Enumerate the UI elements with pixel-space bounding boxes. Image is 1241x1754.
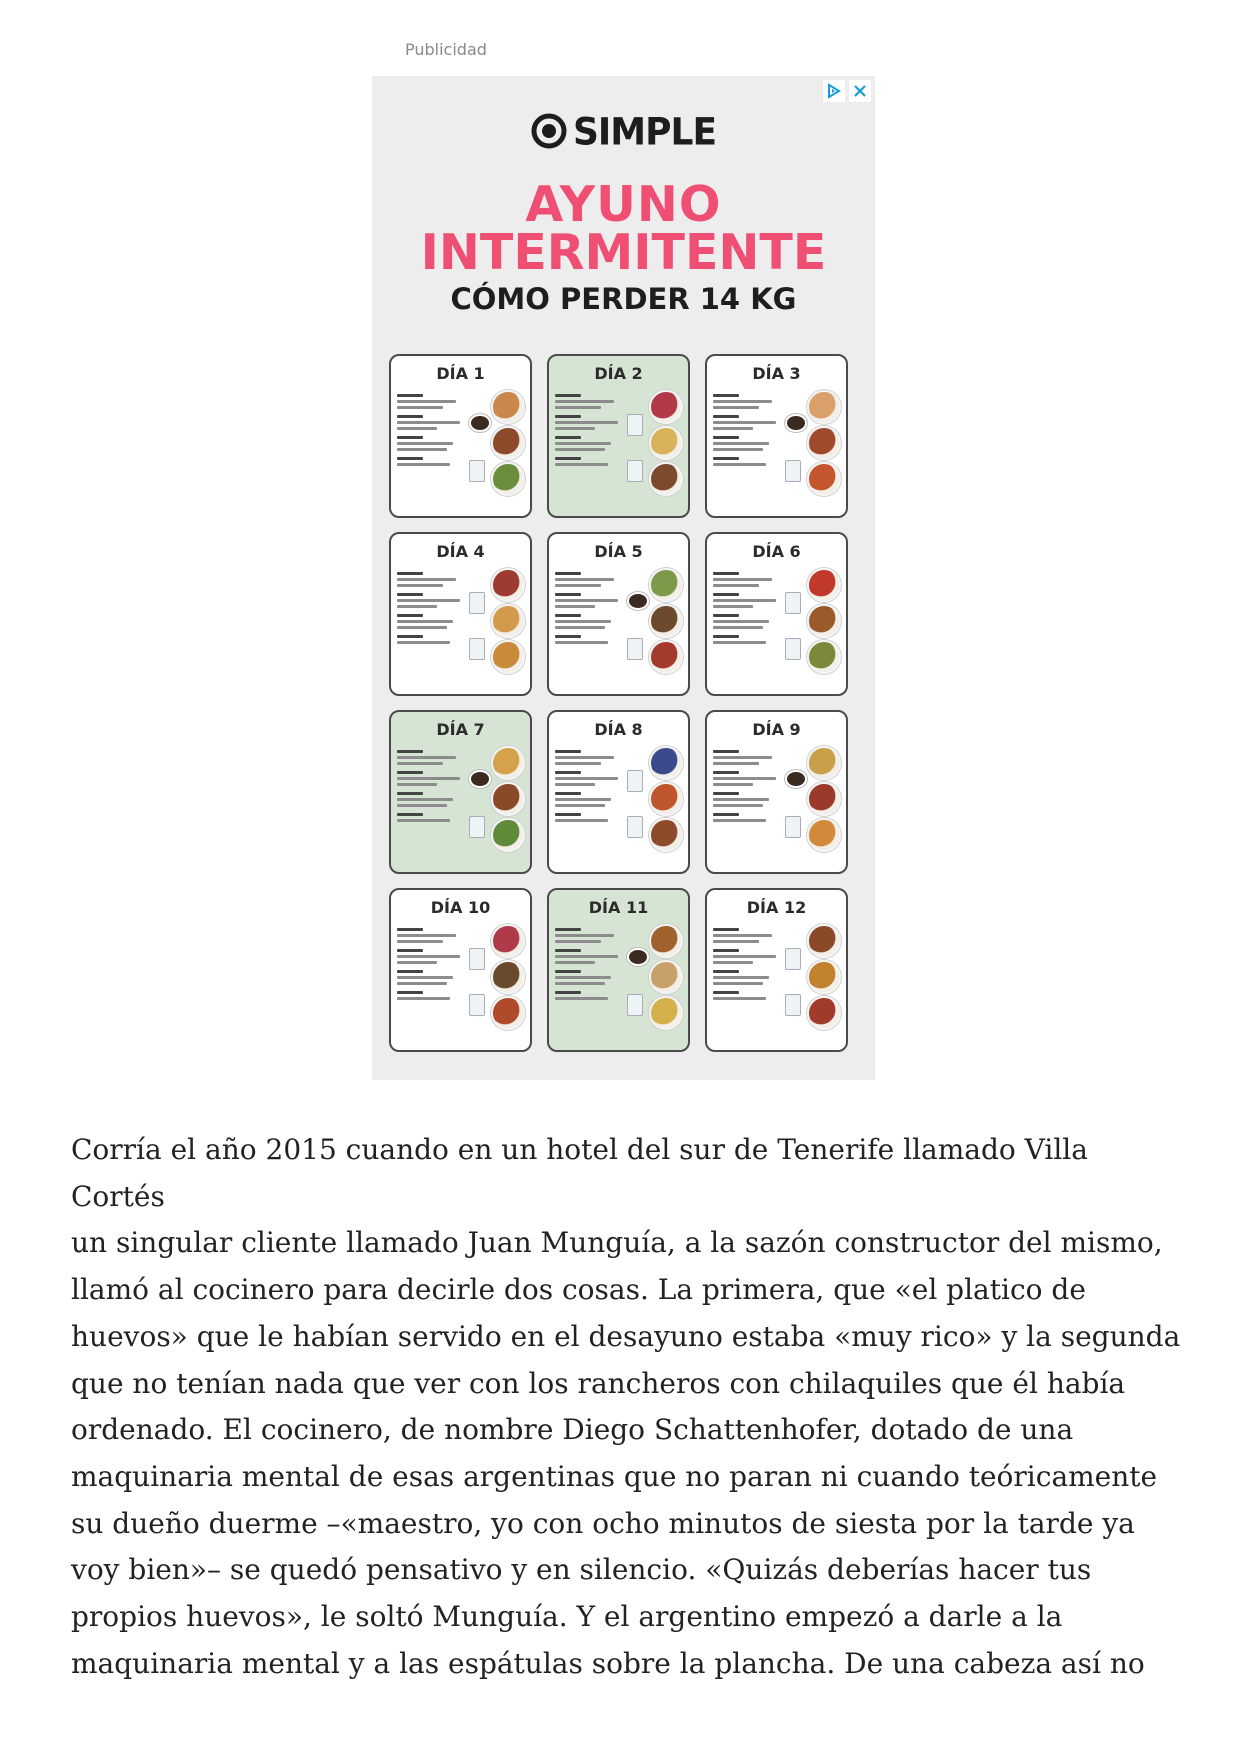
day-card-title: DÍA 3 [752,364,801,383]
meal-text-block [555,750,621,825]
day-card-title: DÍA 2 [594,364,643,383]
day-card [547,532,690,696]
day-card [705,710,848,874]
day-card-title: DÍA 10 [430,898,491,917]
brand-name: SIMPLE [572,110,717,155]
day-card [389,532,532,696]
water-glass-icon [469,592,485,614]
food-plate-icon [491,782,525,816]
food-plate-icon [491,640,525,674]
water-glass-icon [627,770,643,792]
day-card [705,532,848,696]
article-paragraph: Corría el año 2015 cuando en un hotel del sur de Tenerife llamado Villa Cortés un singular cliente llamado Juan Munguía, a la sazón constructor del mismo, llamó al cocinero para decirle dos cosas. La primera, que «el platico de huevos» que le habían servido en el desayuno estaba «muy rico» y la segunda que no tenían nada que ver con los rancheros con chilaquiles que él había ordenado. El cocinero, de nombre Diego Schattenhofer, dotado de una maquinaria mental de esas argentinas que no paran ni cuando teóricamente su dueño duerme –«maestro, yo con ocho minutos de siesta por la tarde ya voy bien»– se quedó pensativo y en silencio. «Quizás deberías hacer tus propios huevos», le soltó Munguía. Y el argentino empezó a darle a la maquinaria mental y a las espátulas sobre la plancha. De una cabeza así no [71,1133,1181,1680]
water-glass-icon [785,994,801,1016]
food-plate-icon [807,568,841,602]
day-card-title: DÍA 12 [746,898,807,917]
food-plate-icon [807,960,841,994]
coffee-cup-icon [627,948,649,966]
food-plate-icon [649,960,683,994]
water-glass-icon [627,816,643,838]
food-plate-icon [491,960,525,994]
food-plate-icon [807,924,841,958]
food-plate-icon [807,390,841,424]
food-plate-icon [649,640,683,674]
meal-text-block [713,572,779,647]
day-card [705,354,848,518]
day-card-title: DÍA 11 [588,898,649,917]
food-plate-icon [649,426,683,460]
brand-circle-icon [531,113,567,153]
water-glass-icon [627,414,643,436]
day-card-title: DÍA 4 [436,542,485,561]
day-card [389,710,532,874]
food-plate-icon [491,818,525,852]
day-card [705,888,848,1052]
water-glass-icon [785,460,801,482]
meal-text-block [713,928,779,1003]
water-glass-icon [469,638,485,660]
day-card-title: DÍA 1 [436,364,485,383]
food-plate-icon [807,462,841,496]
meal-text-block [555,928,621,1003]
food-plate-icon [491,568,525,602]
food-plate-icon [649,604,683,638]
day-card-title: DÍA 8 [594,720,643,739]
food-plate-icon [807,782,841,816]
meal-text-block [555,572,621,647]
food-plate-icon [491,426,525,460]
food-plate-icon [649,746,683,780]
water-glass-icon [469,994,485,1016]
day-card-title: DÍA 7 [436,720,485,739]
food-plate-icon [491,996,525,1030]
ad-label: Publicidad [405,40,487,59]
meal-text-block [397,750,463,825]
water-glass-icon [785,638,801,660]
food-plate-icon [649,462,683,496]
food-plate-icon [649,390,683,424]
close-icon[interactable] [849,80,871,102]
water-glass-icon [469,948,485,970]
meal-text-block [713,750,779,825]
food-plate-icon [649,818,683,852]
water-glass-icon [469,816,485,838]
meal-text-block [713,394,779,469]
water-glass-icon [627,638,643,660]
food-plate-icon [807,640,841,674]
coffee-cup-icon [785,770,807,788]
water-glass-icon [785,948,801,970]
day-card-title: DÍA 5 [594,542,643,561]
meal-text-block [555,394,621,469]
water-glass-icon [627,460,643,482]
day-card [547,888,690,1052]
coffee-cup-icon [627,592,649,610]
day-card [389,354,532,518]
water-glass-icon [785,592,801,614]
food-plate-icon [649,568,683,602]
coffee-cup-icon [785,414,807,432]
adchoices-icon[interactable] [823,80,845,102]
ad-banner[interactable] [372,76,875,1080]
day-card-title: DÍA 9 [752,720,801,739]
headline-line-1: AYUNO [525,176,722,233]
food-plate-icon [491,462,525,496]
food-plate-icon [807,426,841,460]
subheadline: CÓMO PERDER 14 KG [450,282,797,316]
food-plate-icon [649,996,683,1030]
food-plate-icon [807,604,841,638]
coffee-cup-icon [469,414,491,432]
food-plate-icon [807,746,841,780]
food-plate-icon [649,924,683,958]
food-plate-icon [491,604,525,638]
meal-text-block [397,572,463,647]
brand-logo [372,112,875,153]
water-glass-icon [627,994,643,1016]
ad-controls [823,80,871,102]
food-plate-icon [491,746,525,780]
meal-text-block [397,928,463,1003]
headline-line-2: INTERMITENTE [420,224,827,281]
food-plate-icon [491,924,525,958]
water-glass-icon [469,460,485,482]
day-card [547,710,690,874]
food-plate-icon [491,390,525,424]
food-plate-icon [807,818,841,852]
day-card [547,354,690,518]
food-plate-icon [807,996,841,1030]
coffee-cup-icon [469,770,491,788]
meal-text-block [397,394,463,469]
day-card [389,888,532,1052]
food-plate-icon [649,782,683,816]
day-card-title: DÍA 6 [752,542,801,561]
water-glass-icon [785,816,801,838]
